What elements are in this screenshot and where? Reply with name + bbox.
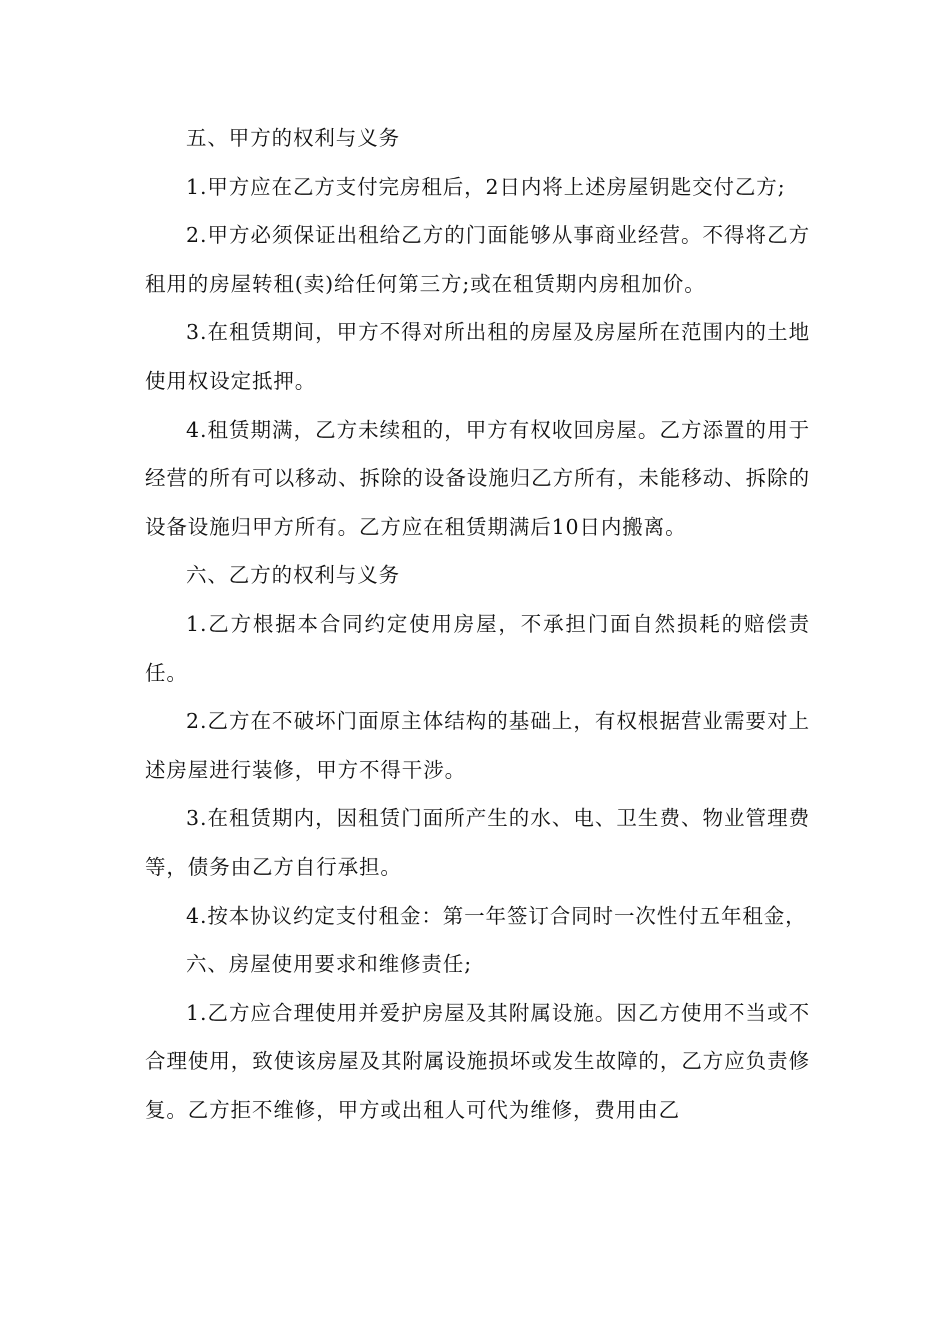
paragraph-clause-a3: 3.在租赁期间，甲方不得对所出租的房屋及房屋所在范围内的土地使用权设定抵押。 — [145, 320, 810, 393]
paragraph-clause-a2: 2.甲方必须保证出租给乙方的门面能够从事商业经营。不得将乙方租用的房屋转租(卖)给任何第三方;或在租赁期内房租加价。 — [145, 223, 810, 296]
section-heading-usage-maintenance: 六、房屋使用要求和维修责任; — [186, 952, 473, 977]
document-body — [145, 114, 810, 1134]
paragraph-clause-a1: 1.甲方应在乙方支付完房租后，2日内将上述房屋钥匙交付乙方; — [186, 174, 786, 199]
paragraph-clause-c1: 1.乙方应合理使用并爱护房屋及其附属设施。因乙方使用不当或不合理使用，致使该房屋及其附属设施损坏或发生故障的，乙方应负责修复。乙方拒不维修，甲方或出租人可代为维修，费用由乙 — [145, 1000, 810, 1122]
paragraph-clause-b4: 4.按本协议约定支付租金：第一年签订合同时一次性付五年租金， — [186, 903, 807, 928]
paragraph-clause-b1: 1.乙方根据本合同约定使用房屋，不承担门面自然损耗的赔偿责任。 — [145, 611, 810, 685]
paragraph-clause-b2: 2.乙方在不破坏门面原主体结构的基础上，有权根据营业需要对上述房屋进行装修，甲方不得干涉。 — [145, 709, 810, 782]
section-heading-party-b-rights: 六、乙方的权利与义务 — [186, 563, 400, 588]
section-heading-party-a-rights: 五、甲方的权利与义务 — [186, 126, 400, 150]
paragraph-clause-a4: 4.租赁期满，乙方未续租的，甲方有权收回房屋。乙方添置的用于经营的所有可以移动、拆除的设备设施归乙方所有，未能移动、拆除的设备设施归甲方所有。乙方应在租赁期满后10日内搬离。 — [145, 417, 810, 539]
paragraph-clause-b3: 3.在租赁期内，因租赁门面所产生的水、电、卫生费、物业管理费等，债务由乙方自行承担。 — [145, 806, 810, 879]
